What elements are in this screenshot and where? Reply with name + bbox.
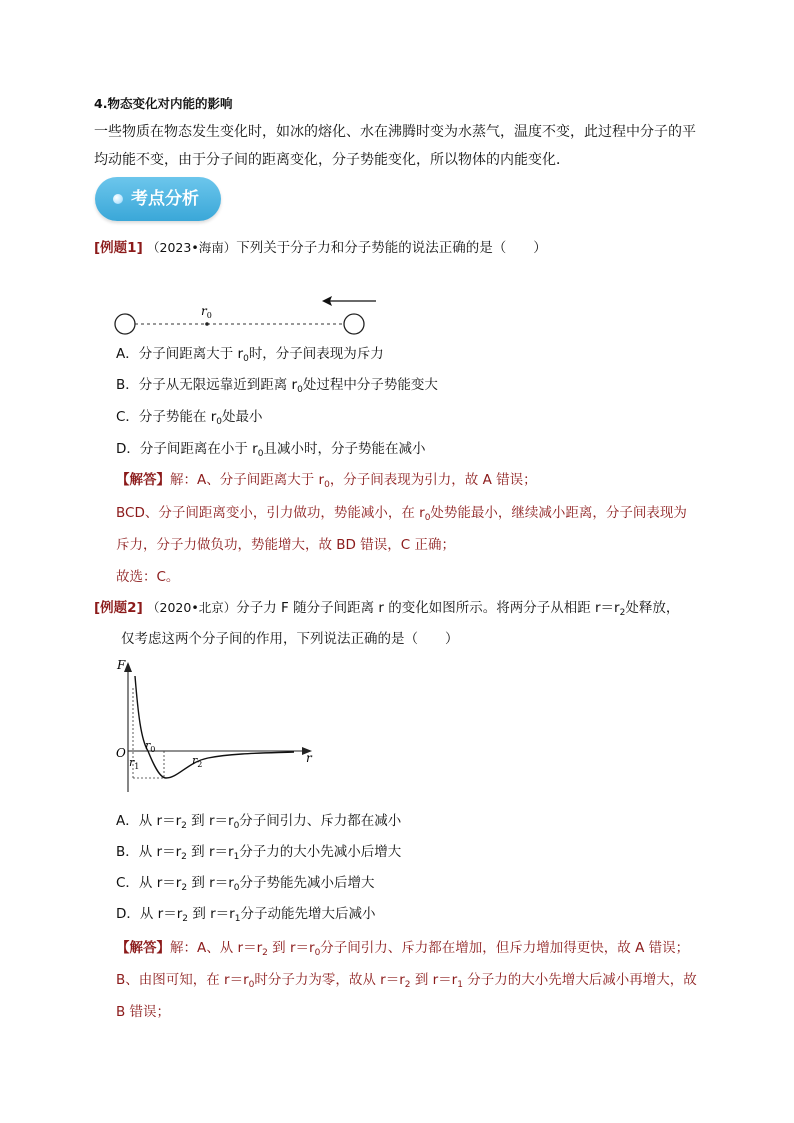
force-curve (135, 676, 294, 778)
molecule-figure (110, 290, 380, 338)
molecule-right (344, 314, 364, 334)
example1-option-d: D．分子间距离在小于 $r_0$且减小时，分子势能在减小 (116, 441, 426, 459)
example2-option-d: D．从 $r=r_2$ 到 $r=r_1$分子动能先增大后减小 (116, 906, 376, 924)
example2-question-line-1: [例题2] （2020•北京）分子力 F 随分子间距离 r 的变化如图所示。将两分子从相距 $r=r_2$处释放， (94, 600, 680, 618)
molecule-left (115, 314, 135, 334)
bullet-dot-icon (113, 194, 123, 204)
f-axis-label: F (117, 658, 126, 672)
example2-question-line-2: 仅考虑这两个分子间的作用，下列说法正确的是（ ） (121, 631, 459, 647)
example2-source: （2020•北京） (147, 600, 237, 615)
example1-source: （2023•海南） (147, 240, 237, 255)
example2-option-a: A．从 $r=r_2$ 到 $r=r_0$分子间引力、斥力都在减小 (116, 813, 402, 831)
example1-answer-line-3: 斥力，分子力做负功，势能增大，故 BD 错误，C 正确； (116, 537, 455, 553)
example1-answer-line-1: 【解答】解：A、分子间距离大于 $r_0$，分子间表现为引力，故 A 错误； (116, 472, 537, 490)
r-axis-label: r (306, 751, 312, 765)
example2-answer-line-1: 【解答】解：A、从 $r=r_2$ 到 $r=r_0$分子间引力、斥力都在增加，但斥力增加得更快，故 A 错误； (116, 940, 690, 958)
example1-option-a: A．分子间距离大于 $r_0$时，分子间表现为斥力 (116, 346, 384, 364)
origin-label: O (116, 746, 126, 760)
r0-label: $r_0$ (145, 739, 156, 754)
example1-question-text: 下列关于分子力和分子势能的说法正确的是（ ） (236, 240, 547, 256)
r1-label: $r_1$ (129, 756, 140, 771)
example1-label: [例题1] (94, 240, 143, 256)
r0-point (205, 322, 209, 326)
example2-label: [例题2] (94, 600, 143, 616)
force-distance-graph (108, 658, 318, 796)
paragraph-line-1: 一些物质在物态发生变化时，如冰的熔化、水在沸腾时变为水蒸气，温度不变，此过程中分子的平 (94, 124, 696, 140)
example1-option-b: B．分子从无限远靠近到距离 $r_0$处过程中分子势能变大 (116, 377, 438, 395)
example1-question (94, 238, 547, 258)
example2-answer-line-3: B 错误； (116, 1004, 171, 1020)
section-badge (95, 177, 221, 221)
example1-answer-line-4: 故选：C。 (116, 569, 180, 585)
example2-option-c: C．从 $r=r_2$ 到 $r=r_0$分子势能先减小后增大 (116, 875, 375, 893)
example1-answer-line-2: BCD、分子间距离变小，引力做功，势能减小，在 $r_0$处势能最小，继续减小距离，分子间表现为 (116, 505, 687, 523)
badge-label: 考点分析 (131, 189, 199, 209)
example1-option-c: C．分子势能在 $r_0$处最小 (116, 409, 263, 427)
paragraph-line-2: 均动能不变，由于分子间的距离变化，分子势能变化，所以物体的内能变化． (94, 152, 570, 168)
example2-answer-line-2: B、由图可知，在 $r=r_0$时分子力为零，故从 $r=r_2$ 到 $r=r_1$ 分子力的大小先增大后减小再增大，故 (116, 972, 697, 990)
example2-option-b: B．从 $r=r_2$ 到 $r=r_1$分子力的大小先减小后增大 (116, 844, 402, 862)
r2-label: $r_2$ (192, 754, 203, 769)
section-heading: 4.物态变化对内能的影响 (94, 96, 233, 111)
r0-label: $r_0$ (201, 304, 212, 320)
